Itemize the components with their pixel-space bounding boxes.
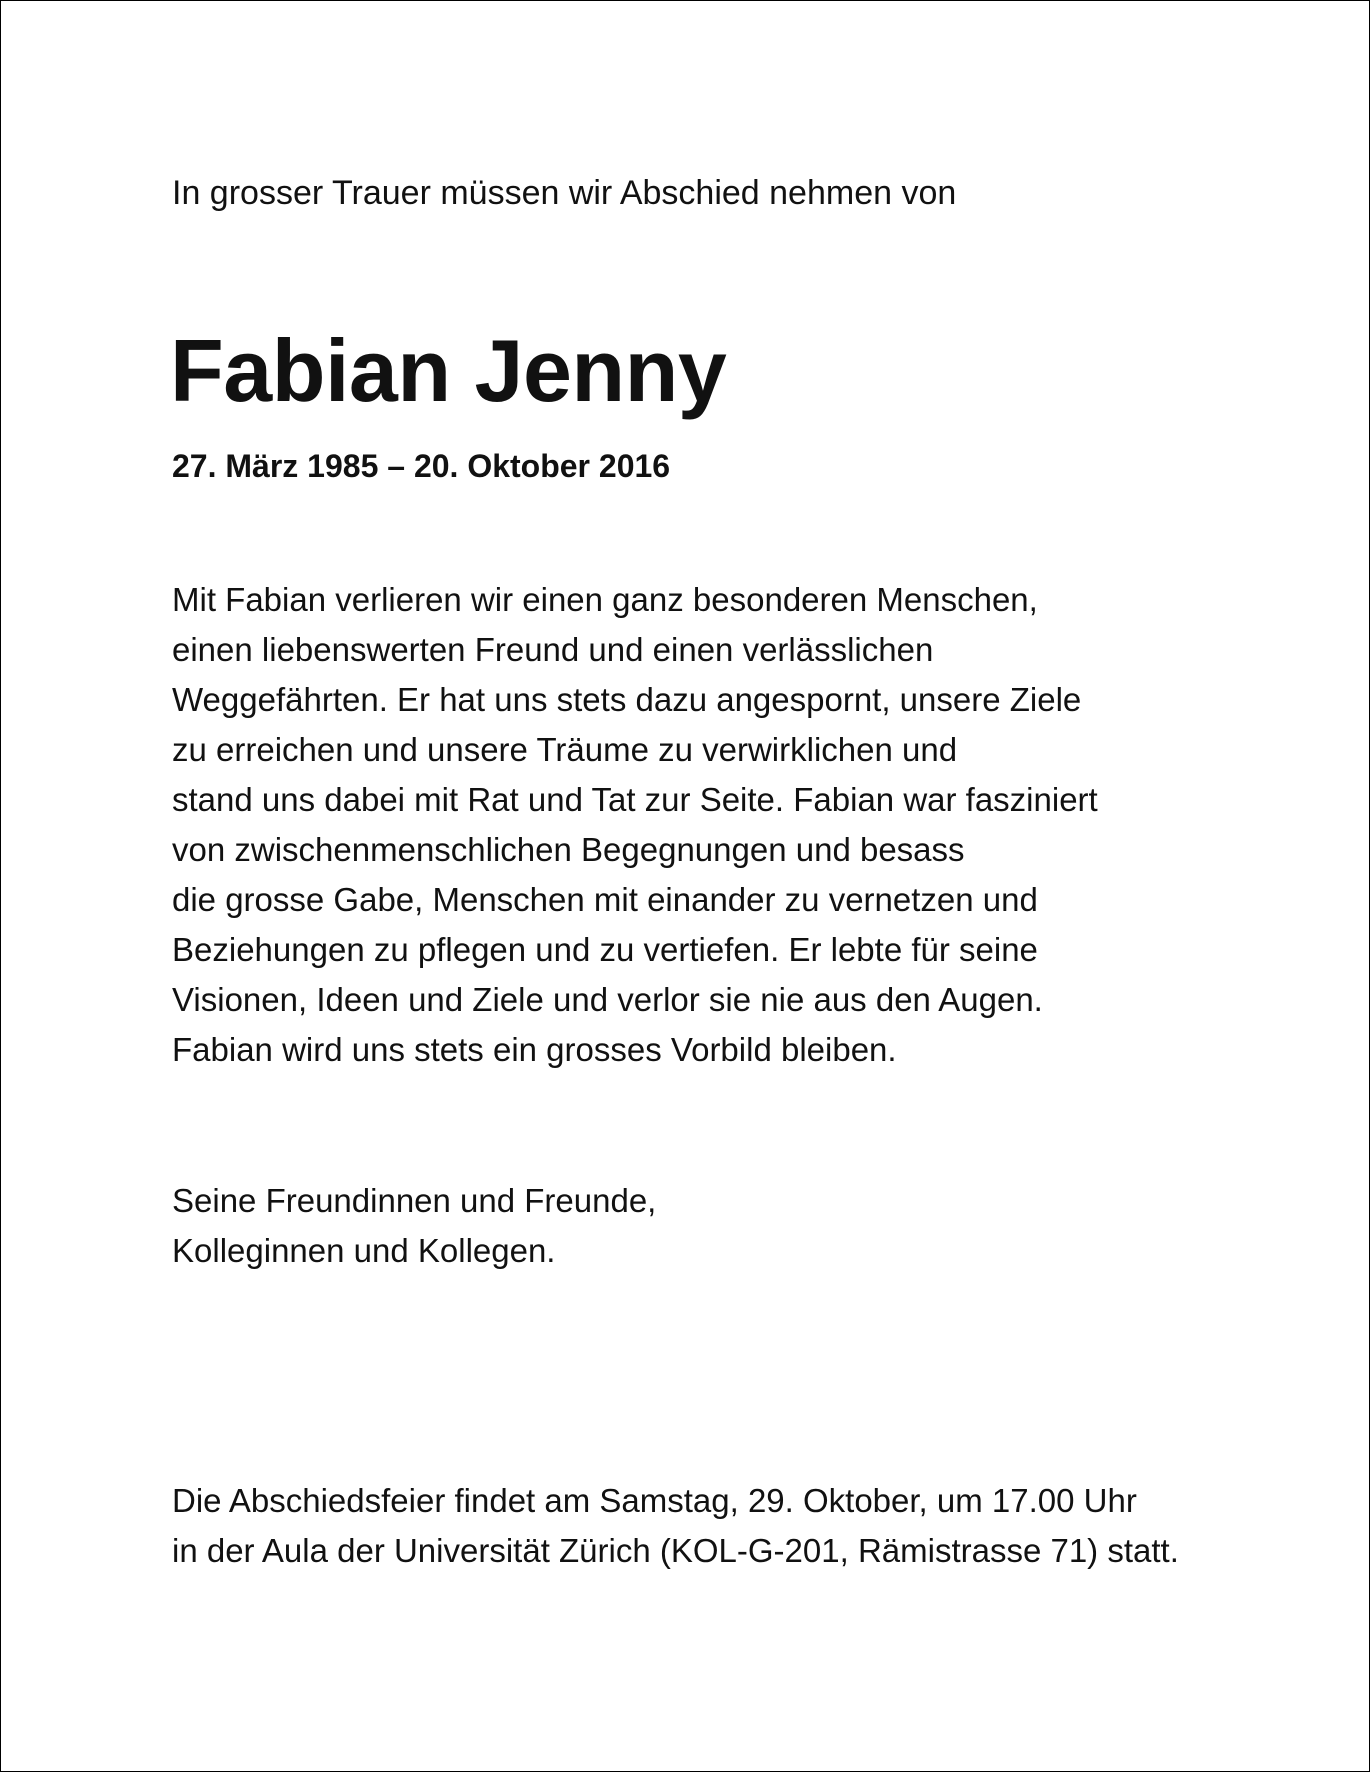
tribute-line: Beziehungen zu pflegen und zu vertiefen. Er lebte für seine xyxy=(172,931,1038,968)
life-dates: 27. März 1985 – 20. Oktober 2016 xyxy=(172,448,671,484)
signature-line: Seine Freundinnen und Freunde, xyxy=(172,1182,657,1219)
tribute-line: die grosse Gabe, Menschen mit einander zu vernetzen und xyxy=(172,881,1038,918)
tribute-line: Mit Fabian verlieren wir einen ganz besonderen Menschen, xyxy=(172,581,1038,618)
deceased-name: Fabian Jenny xyxy=(170,321,727,420)
signature-line: Kolleginnen und Kollegen. xyxy=(172,1232,556,1269)
tribute-paragraph xyxy=(172,575,1098,1075)
tribute-line: Weggefährten. Er hat uns stets dazu angespornt, unsere Ziele xyxy=(172,681,1082,718)
tribute-line: zu erreichen und unsere Träume zu verwirklichen und xyxy=(172,731,958,768)
tribute-line: stand uns dabei mit Rat und Tat zur Seite. Fabian war fasziniert xyxy=(172,781,1098,818)
ceremony-notice xyxy=(172,1476,1179,1576)
tribute-line: einen liebenswerten Freund und einen verlässlichen xyxy=(172,631,934,668)
ceremony-line: Die Abschiedsfeier findet am Samstag, 29. Oktober, um 17.00 Uhr xyxy=(172,1482,1137,1519)
ceremony-line: in der Aula der Universität Zürich (KOL-G-201, Rämistrasse 71) statt. xyxy=(172,1532,1179,1569)
tribute-line: Fabian wird uns stets ein grosses Vorbild bleiben. xyxy=(172,1031,897,1068)
tribute-line: von zwischenmenschlichen Begegnungen und besass xyxy=(172,831,965,868)
tribute-line: Visionen, Ideen und Ziele und verlor sie nie aus den Augen. xyxy=(172,981,1043,1018)
signature-block xyxy=(172,1176,656,1276)
intro-text: In grosser Trauer müssen wir Abschied nehmen von xyxy=(172,174,957,212)
